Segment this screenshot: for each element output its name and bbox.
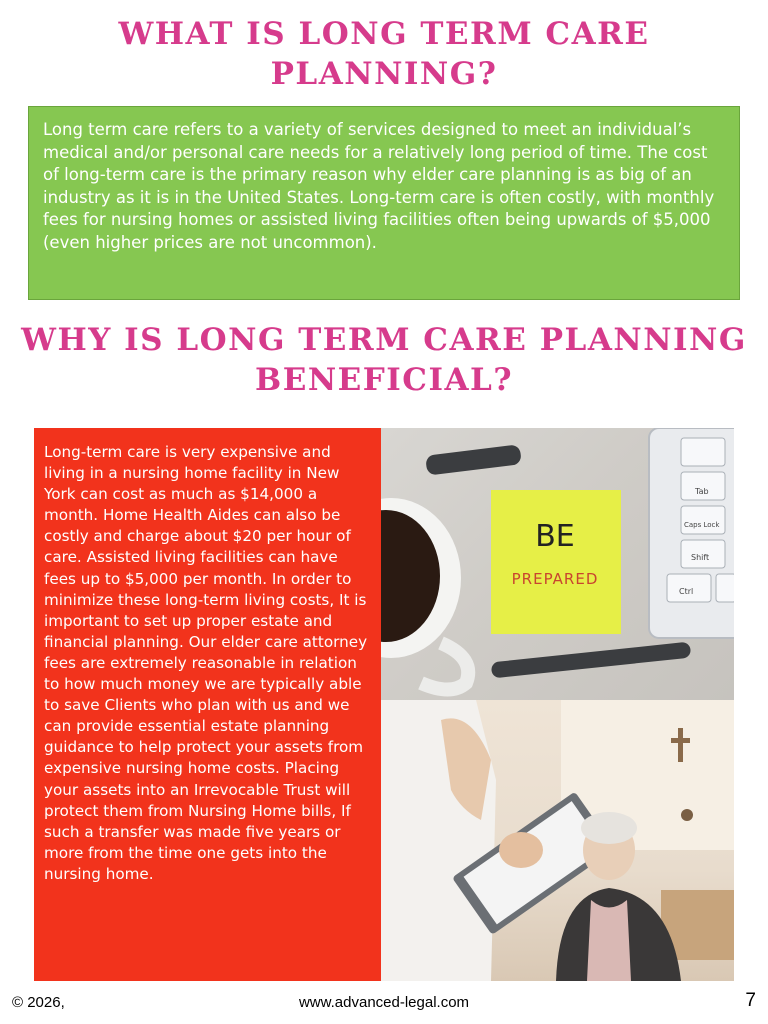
heading-why-beneficial: WHY IS LONG TERM CARE PLANNING BENEFICIAL? (21, 322, 747, 398)
intro-paragraph: Long term care refers to a variety of services designed to meet an individual’s medical and/or personal care needs for a relatively long period of time. The cost of long-term care is the primary reason why elder care planning is as big of an industry as it is in the United States. Long-term care is often costly, with monthly fees for nursing homes or assisted living facilities often being upwards of $5,000 (even higher prices are not uncommon). (43, 120, 715, 252)
caregiver-illustration (381, 700, 734, 981)
key-ctrl-label: Ctrl (679, 587, 694, 596)
pen-icon (491, 642, 692, 679)
note-prepared-text: PREPARED (511, 570, 599, 588)
note-be-text: BE (535, 519, 575, 554)
benefit-paragraph: Long-term care is very expensive and living in a nursing home facility in New York can cost as much as $14,000 a month. Home Health Aides can also be costly and charge about $20 per hour of care. Assisted living facilities can have fees up to $5,000 per month. In order to minimize these long-term living costs, It is important to set up proper estate and financial planning. Our elder care attorney fees are extremely reasonable in relation to how much money we are typically able to save Clients who plan with us and we can provide essential estate planning guidance to help protect your assets from expensive nursing home costs. Placing your assets into an Irrevocable Trust will protect them from Nursing Home bills, If such a transfer was made five years or more from the time one gets into the nursing home. (44, 443, 368, 883)
intro-text-box (28, 106, 740, 300)
heading-what-is-ltc: WHAT IS LONG TERM CARE PLANNING? (118, 16, 650, 92)
desk-illustration (381, 428, 734, 700)
copyright-text: © 2026, (12, 994, 65, 1011)
benefit-text-box (34, 428, 381, 981)
caregiver-photo (381, 700, 734, 981)
key-capslock-label: Caps Lock (684, 521, 720, 529)
key-shift-label: Shift (691, 553, 710, 562)
pen-icon (425, 444, 522, 475)
website-link[interactable]: www.advanced-legal.com (298, 994, 470, 1011)
key-tab-label: Tab (695, 487, 709, 496)
page-number: 7 (745, 990, 756, 1011)
cross-icon (678, 728, 683, 762)
sticky-note (491, 490, 621, 634)
desk-photo (381, 428, 734, 700)
